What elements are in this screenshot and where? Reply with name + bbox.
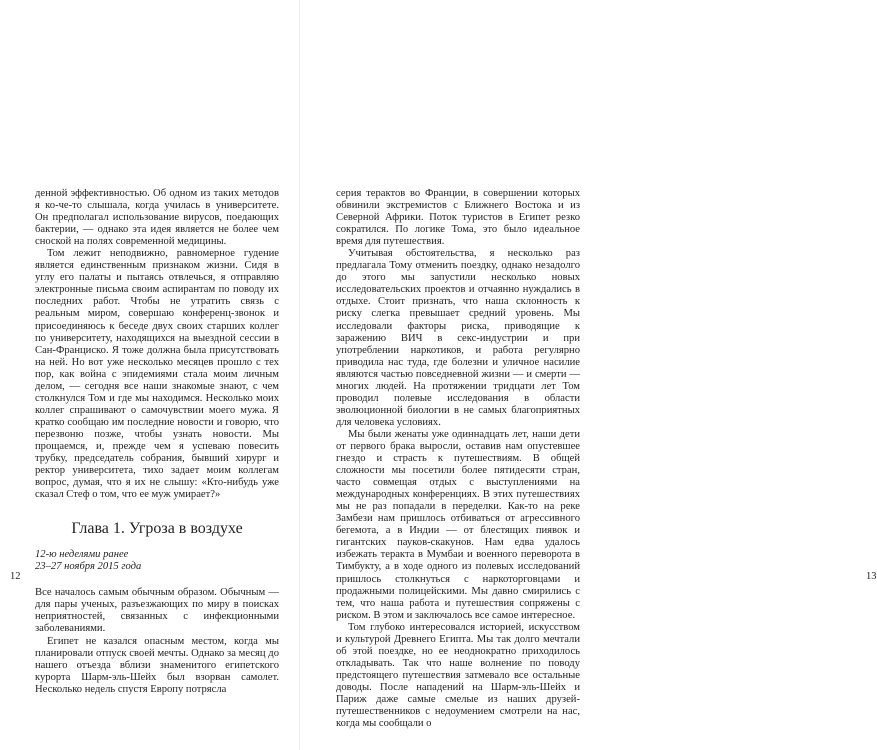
paragraph: денной эффективностью. Об одном из таких методов я ко-че-то слышала, когда училась в университете. Он предполагал использование вирусов, поедающих бактерии, — однако эта идея является не более чем сноской на полях современной медицины. [35, 188, 279, 248]
paragraph: Все началось самым обычным образом. Обычным — для пары ученых, разъезжающих по миру в поисках неприятностей, связанных с инфекционными заболеваниями. [35, 587, 279, 635]
page-number-left: 12 [10, 571, 21, 582]
left-text-column [35, 188, 279, 696]
page-number-right: 13 [866, 571, 877, 582]
right-page [300, 0, 877, 750]
dateline-dates: 23–27 ноября 2015 года [35, 561, 142, 573]
paragraph: Том лежит неподвижно, равномерное гудение является единственным признаком жизни. Сидя в углу его палаты и пытаясь отвлечься, я отправляю электронные письма своим аспирантам по поводу их последних работ. Чтобы не утратить связь с реальным миром, совершаю конференц-звонок и присоединяюсь к беседе двух своих старших коллег по университету, находящихся на выездной сессии в Сан-Франциско. Я тоже должна была присутствовать на ней. Но вот уже несколько месяцев прошло с тех пор, как война с эпидемиями стала моим личным делом, — сегодня все наши знакомые знают, с чем столкнулся Том и где мы находимся. Несколько моих коллег спрашивают о самочувствии моего мужа. Я кратко сообщаю им последние новости и говорю, что перезвоню позже, чтобы узнать новости. Мы прощаемся, и, прежде чем я успеваю повесить трубку, председатель собрания, бывший хирург и ректор университета, тихо задает моим коллегам вопрос, думая, что я их не слышу: «Кто-нибудь уже сказал Стеф о том, что ее муж умирает?» [35, 248, 279, 501]
paragraph: серия терактов во Франции, в совершении которых обвинили экстремистов с Ближнего Востока и из Северной Африки. Поток туристов в Египет резко сократился. По логике Тома, это было идеальное время для путешествия. [336, 188, 580, 248]
paragraph: Том глубоко интересовался историей, искусством и культурой Древнего Египта. Мы так долго мечтали об этой поездке, но ее неоднократно приходилось откладывать. Так что наше волнение по поводу предстоящего путешествия затмевало все остальные доводы. После нападений на Шарм-эль-Шейх и Париж даже самые смелые из наших друзей-путешественников с недоумением смотрели на нас, когда мы сообщали о [336, 621, 580, 730]
right-text-column [336, 188, 580, 730]
left-page [0, 0, 300, 750]
paragraph: Мы были женаты уже одиннадцать лет, наши дети от первого брака выросли, оставив нам опустевшее гнездо и страсть к путешествиям. В общей сложности мы посетили более пятидесяти стран, часто совмещая отдых с выступлениями на международных конференциях. В этих путешествиях мы не раз попадали в переделки. Как-то на реке Замбези нам пришлось отбиваться от агрессивного бегемота, а в Индии — от блестящих пиявок и гигантских пауков-скакунов. Нам едва удалось избежать теракта в Мумбаи и военного переворота в Тимбукту, а в ходе одного из полевых исследований пришлось столкнуться с наркоторговцами и продажными полицейскими. Мы давно смирились с тем, что наша работа и путешествия сопряжены с риском. В этом и заключалось все самое интересное. [336, 428, 580, 621]
chapter-dateline [35, 549, 279, 573]
paragraph: Египет не казался опасным местом, когда мы планировали отпуск своей мечты. Однако за месяц до нашего отъезда вблизи знаменитого египетского курорта Шарм-эль-Шейх был взорван самолет. Несколько недель спустя Европу потрясла [35, 635, 279, 695]
chapter-title: Глава 1. Угроза в воздухе [71, 520, 243, 538]
paragraph: Учитывая обстоятельства, я несколько раз предлагала Тому отменить поездку, однако незадолго до этого мы запустили несколько новых исследовательских проектов и отчаянно нуждались в отдыхе. Стоит признать, что наша склонность к риску слегка превышает средний уровень. Мы исследовали факторы риска, приводящие к заражению ВИЧ в секс-индустрии и при употреблении наркотиков, и работа регулярно приводила нас туда, где болезни и уличное насилие являются частью повседневной жизни — и смерти — многих людей. На протяжении тридцати лет Том проводил полевые исследования в области эволюционной биологии в не самых благоприятных для человека условиях. [336, 248, 580, 428]
dateline-weeks: 12-ю неделями ранее [35, 549, 129, 561]
